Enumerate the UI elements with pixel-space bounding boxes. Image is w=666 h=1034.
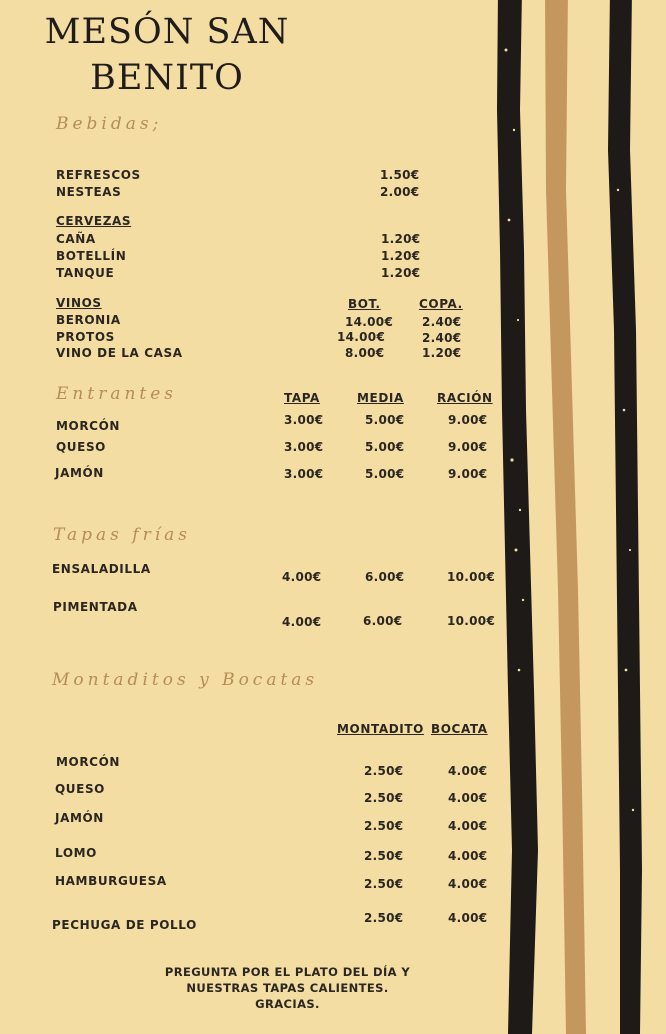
price-casa-bot: 8.00€ (345, 346, 385, 360)
item-nesteas: NESTEAS (56, 185, 122, 199)
price-protos-copa: 2.40€ (422, 331, 462, 345)
item-ensaladilla: ENSALADILLA (52, 562, 151, 576)
price-m-pechuga-bocata: 4.00€ (448, 911, 488, 925)
col-media: MEDIA (357, 391, 404, 405)
price-protos-bot: 14.00€ (337, 330, 386, 344)
right-dark-stripe (608, 0, 642, 1034)
footer-line-2: NUESTRAS TAPAS CALIENTES. (186, 981, 389, 995)
section-title-entrantes: Entrantes (56, 384, 178, 404)
price-cana: 1.20€ (381, 232, 421, 246)
price-m-hamburguesa-bocata: 4.00€ (448, 877, 488, 891)
price-m-pechuga-montadito: 2.50€ (364, 911, 404, 925)
item-refrescos: REFRESCOS (56, 168, 141, 182)
item-vino-casa: VINO DE LA CASA (56, 346, 183, 360)
price-beronia-copa: 2.40€ (422, 315, 462, 329)
price-morcon-racion: 9.00€ (448, 413, 488, 427)
restaurant-title-line-1: MESÓN SAN (44, 12, 290, 52)
price-morcon-tapa: 3.00€ (284, 413, 324, 427)
price-nesteas: 2.00€ (380, 185, 420, 199)
col-bot: BOT. (348, 297, 381, 311)
item-montadito-lomo: LOMO (55, 846, 97, 860)
price-ensaladilla-2: 6.00€ (365, 570, 405, 584)
price-m-queso-bocata: 4.00€ (448, 791, 488, 805)
price-tanque: 1.20€ (381, 266, 421, 280)
price-queso-tapa: 3.00€ (284, 440, 324, 454)
price-ensaladilla-3: 10.00€ (447, 570, 496, 584)
footer-line-3: GRACIAS. (255, 997, 320, 1011)
section-title-tapas-frias: Tapas frías (53, 525, 192, 545)
price-botellin: 1.20€ (381, 249, 421, 263)
price-m-jamon-bocata: 4.00€ (448, 819, 488, 833)
item-tanque: TANQUE (56, 266, 115, 280)
price-queso-racion: 9.00€ (448, 440, 488, 454)
price-refrescos: 1.50€ (380, 168, 420, 182)
col-copa: COPA. (419, 297, 463, 311)
price-jamon-racion: 9.00€ (448, 467, 488, 481)
price-queso-media: 5.00€ (365, 440, 405, 454)
item-pimentada: PIMENTADA (53, 600, 138, 614)
price-pimentada-1: 4.00€ (282, 615, 322, 629)
tan-stripe (545, 0, 586, 1034)
price-morcon-media: 5.00€ (365, 413, 405, 427)
restaurant-title-line-2: BENITO (90, 58, 244, 98)
price-m-jamon-montadito: 2.50€ (364, 819, 404, 833)
left-dark-stripe (497, 0, 538, 1034)
price-m-queso-montadito: 2.50€ (364, 791, 404, 805)
section-title-bebidas: Bebidas; (56, 114, 163, 134)
item-montadito-hamburguesa: HAMBURGUESA (55, 874, 167, 888)
col-bocata: BOCATA (431, 722, 488, 736)
col-tapa: TAPA (284, 391, 320, 405)
header-vinos: VINOS (56, 296, 102, 310)
header-cervezas: CERVEZAS (56, 214, 132, 228)
item-protos: PROTOS (56, 330, 115, 344)
col-montadito: MONTADITO (337, 722, 424, 736)
item-entrantes-jamon: JAMÓN (55, 466, 104, 480)
price-pimentada-3: 10.00€ (447, 614, 496, 628)
item-montadito-jamon: JAMÓN (55, 811, 104, 825)
price-ensaladilla-1: 4.00€ (282, 570, 322, 584)
price-jamon-tapa: 3.00€ (284, 467, 324, 481)
price-casa-copa: 1.20€ (422, 346, 462, 360)
item-montadito-pechuga: PECHUGA DE POLLO (52, 918, 197, 932)
price-jamon-media: 5.00€ (365, 467, 405, 481)
price-m-lomo-montadito: 2.50€ (364, 849, 404, 863)
item-cana: CAÑA (56, 232, 96, 246)
price-m-lomo-bocata: 4.00€ (448, 849, 488, 863)
price-m-morcon-bocata: 4.00€ (448, 764, 488, 778)
price-m-hamburguesa-montadito: 2.50€ (364, 877, 404, 891)
item-beronia: BERONIA (56, 313, 121, 327)
item-entrantes-morcon: MORCÓN (56, 419, 121, 433)
section-title-montaditos: Montaditos y Bocatas (52, 670, 319, 690)
item-entrantes-queso: QUESO (56, 440, 106, 454)
price-pimentada-2: 6.00€ (363, 614, 403, 628)
col-racion: RACIÓN (437, 391, 493, 405)
item-montadito-queso: QUESO (55, 782, 105, 796)
footer-line-1: PREGUNTA POR EL PLATO DEL DÍA Y (164, 965, 411, 979)
price-beronia-bot: 14.00€ (345, 315, 394, 329)
item-montadito-morcon: MORCÓN (56, 755, 121, 769)
price-m-morcon-montadito: 2.50€ (364, 764, 404, 778)
item-botellin: BOTELLÍN (56, 249, 127, 263)
